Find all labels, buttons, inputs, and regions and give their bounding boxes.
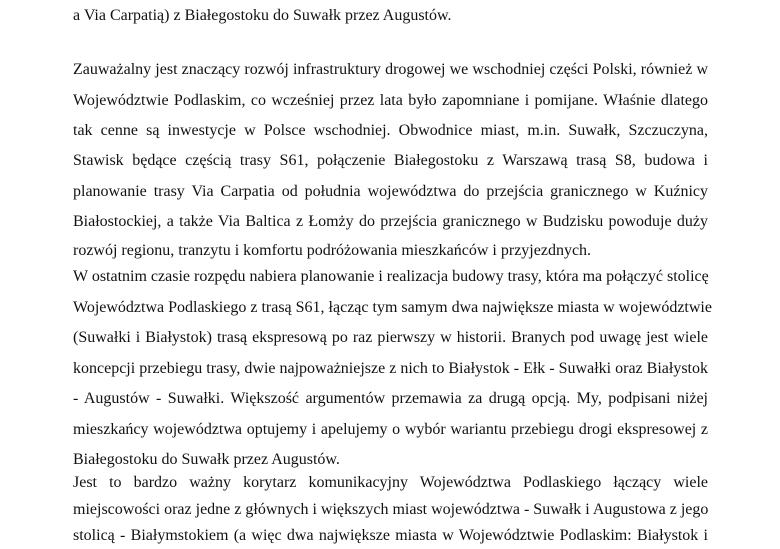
text-line: Jest to bardzo ważny korytarz komunikacyjny Województwa Podlaskiego łączący wiele [73,474,708,491]
text-line: Białostockiej, a także Via Baltica z Łomży do przejścia granicznego w Budzisku powoduje duży [73,213,708,230]
text-line: a Via Carpatią) z Białegostoku do Suwałk przez Augustów. [73,7,452,24]
text-line: planowanie trasy Via Carpatia od południa województwa do przejścia granicznego w Kuźnicy [73,183,708,200]
text-line: Stawisk będące częścią trasy S61, połączenie Białegostoku z Warszawą trasą S8, budowa i [73,152,708,169]
text-line: Zauważalny jest znaczący rozwój infrastruktury drogowej we wschodniej części Polski, również w [73,61,708,78]
text-line: stolicą - Białymstokiem (a więc dwa największe miasta w Województwie Podlaskim: Białystok i [73,527,708,544]
text-line: tak cenne są inwestycje w Polsce wschodniej. Obwodnice miast, m.in. Suwałk, Szczuczyna, [73,122,708,139]
text-line: W ostatnim czasie rozpędu nabiera planowanie i realizacja budowy trasy, która ma połączyć stolicę [73,268,709,285]
text-line: koncepcji przebiegu trasy, dwie najpoważniejsze z nich to Białystok - Ełk - Suwałki oraz Białystok [73,360,708,377]
text-line: mieszkańcy województwa optujemy i apelujemy o wybór wariantu przebiegu drogi ekspresowej z [73,421,708,438]
text-line: (Suwałki i Białystok) trasą ekspresową po raz pierwszy w historii. Branych pod uwagę jest wiele [73,329,708,346]
text-line: miejscowości oraz jedne z głównych i większych miast województwa - Suwałk i Augustowa z jego [73,501,709,518]
text-line: rozwój regionu, tranzytu i komfortu podróżowania mieszkańców i przyjezdnych. [73,242,592,259]
text-line: Województwie Podlaskim, co wcześniej przez lata było zapomniane i pomijane. Właśnie dlatego [73,92,708,109]
text-line: Województwa Podlaskiego z trasą S61, łącząc tym samym dwa największe miasta w województwie [73,299,712,316]
text-line: Białegostoku do Suwałk przez Augustów. [73,451,340,468]
text-line: - Augustów - Suwałki. Większość argumentów przemawia za drugą opcją. My, podpisani niżej [73,390,708,407]
